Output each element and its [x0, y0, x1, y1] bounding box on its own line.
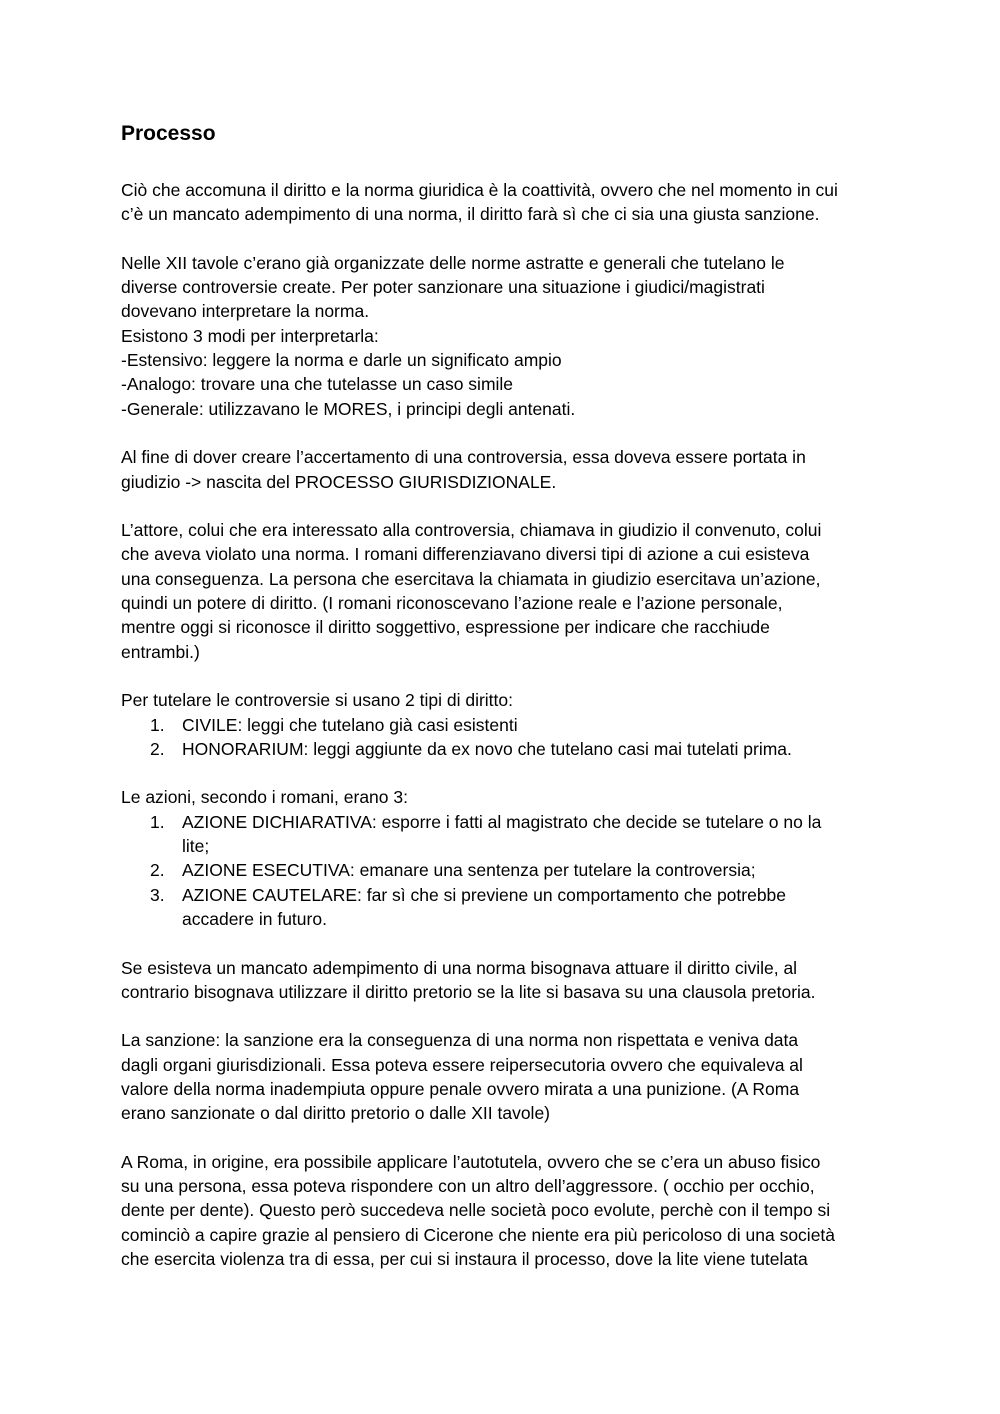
text-line: c’è un mancato adempimento di una norma, il diritto farà sì che ci sia una giusta sanzione.: [121, 204, 820, 225]
numbered-list: [121, 810, 891, 931]
section-azioni: [121, 785, 891, 931]
numbered-list: [121, 713, 891, 762]
list-item-text: accadere in futuro.: [182, 908, 327, 929]
text-line: L’attore, colui che era interessato alla controversia, chiamava in giudizio il convenuto, colui: [121, 520, 822, 541]
list-intro: Le azioni, secondo i romani, erano 3:: [121, 787, 408, 808]
section-tipi-diritto: [121, 688, 891, 761]
text-line: A Roma, in origine, era possibile applicare l’autotutela, ovvero che se c’era un abuso fisico: [121, 1151, 821, 1172]
list-number: 2.: [150, 738, 165, 759]
text-line: entrambi.): [121, 641, 200, 662]
list-item-text: HONORARIUM: leggi aggiunte da ex novo che tutelano casi mai tutelati prima.: [182, 738, 792, 759]
text-line: Se esisteva un mancato adempimento di una norma bisognava attuare il diritto civile, al: [121, 957, 798, 978]
text-line: contrario bisognava utilizzare il diritto pretorio se la lite si basava su una clausola pretoria.: [121, 981, 816, 1002]
text-line: giudizio -> nascita del PROCESSO GIURISDIZIONALE.: [121, 471, 557, 492]
list-item-text: AZIONE DICHIARATIVA: esporre i fatti al magistrato che decide se tutelare o no la: [182, 811, 822, 832]
text-line: mentre oggi si riconosce il diritto soggettivo, espressione per indicare che racchiude: [121, 617, 770, 638]
text-line: una conseguenza. La persona che esercitava la chiamata in giudizio esercitava un’azione,: [121, 568, 821, 589]
text-line: dovevano interpretare la norma.: [121, 301, 370, 322]
list-item-text: AZIONE CAUTELARE: far sì che si previene un comportamento che potrebbe: [182, 884, 787, 905]
list-item: [121, 883, 891, 932]
text-line: quindi un potere di diritto. (I romani riconoscevano l’azione reale e l’azione personale,: [121, 593, 783, 614]
text-line: -Analogo: trovare una che tutelasse un caso simile: [121, 374, 514, 395]
list-intro: Per tutelare le controversie si usano 2 tipi di diritto:: [121, 690, 513, 711]
text-line: che esercita violenza tra di essa, per cui si instaura il processo, dove la lite viene tutelata: [121, 1249, 808, 1270]
list-item-text: AZIONE ESECUTIVA: emanare una sentenza per tutelare la controversia;: [182, 860, 756, 881]
list-item-text: CIVILE: leggi che tutelano già casi esistenti: [182, 714, 518, 735]
paragraph-coattivita: [121, 178, 891, 227]
list-item: [121, 737, 891, 761]
list-item: [121, 858, 891, 882]
text-line: La sanzione: la sanzione era la conseguenza di una norma non rispettata e veniva data: [121, 1030, 799, 1051]
paragraph-autotutela: [121, 1150, 891, 1271]
list-item: [121, 810, 891, 859]
text-line: erano sanzionate o dal diritto pretorio o dalle XII tavole): [121, 1103, 551, 1124]
text-line: -Generale: utilizzavano le MORES, i principi degli antenati.: [121, 398, 576, 419]
list-number: 3.: [150, 884, 165, 905]
document-page: [121, 118, 891, 1296]
text-line: Nelle XII tavole c’erano già organizzate delle norme astratte e generali che tutelano le: [121, 252, 785, 273]
paragraph-attore: [121, 518, 891, 664]
text-line: Ciò che accomuna il diritto e la norma giuridica è la coattività, ovvero che nel momento in cui: [121, 180, 838, 200]
list-item-text: lite;: [182, 836, 210, 857]
paragraph-diritto-pretorio: [121, 956, 891, 1005]
text-line: Al fine di dover creare l’accertamento di una controversia, essa doveva essere portata in: [121, 447, 806, 468]
text-line: su una persona, essa poteva rispondere con un altro dell’aggressore. ( occhio per occhio,: [121, 1176, 815, 1197]
paragraph-sanzione: [121, 1028, 891, 1125]
list-number: 2.: [150, 860, 165, 881]
text-line: che aveva violato una norma. I romani differenziavano diversi tipi di azione a cui esisteva: [121, 544, 810, 565]
text-line: -Estensivo: leggere la norma e darle un significato ampio: [121, 350, 562, 371]
text-line: valore della norma inadempiuta oppure penale ovvero mirata a una punizione. (A Roma: [121, 1078, 800, 1099]
list-number: 1.: [150, 811, 165, 832]
text-line: Esistono 3 modi per interpretarla:: [121, 325, 379, 346]
text-line: cominciò a capire grazie al pensiero di Cicerone che niente era più pericoloso di una società: [121, 1224, 836, 1245]
list-number: 1.: [150, 714, 165, 735]
page-title: Processo: [121, 122, 216, 145]
list-item: [121, 713, 891, 737]
text-line: dente per dente). Questo però succedeva nelle società poco evolute, perchè con il tempo si: [121, 1200, 831, 1221]
paragraph-xii-tavole: [121, 251, 891, 421]
paragraph-accertamento: [121, 445, 891, 494]
text-line: diverse controversie create. Per poter sanzionare una situazione i giudici/magistrati: [121, 277, 765, 298]
text-line: dagli organi giurisdizionali. Essa poteva essere reipersecutoria ovvero che equivaleva al: [121, 1054, 803, 1075]
